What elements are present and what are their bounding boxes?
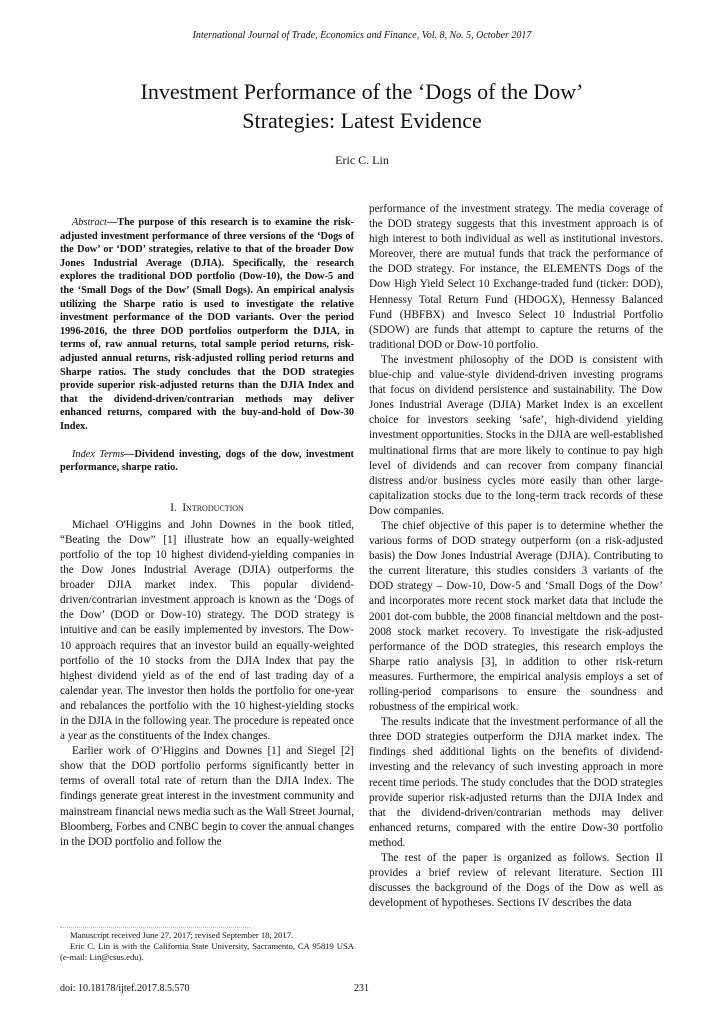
footnote-divider <box>60 927 250 928</box>
index-terms-text: —Dividend investing, dogs of the dow, investment performance, sharpe ratio. <box>60 448 354 474</box>
right-column <box>369 202 663 911</box>
paper-title <box>0 77 724 135</box>
body-paragraph: The investment philosophy of the DOD is consistent with blue-chip and value-style dividend-driven investing programs that focus on dividend persistence and sustainability. The Dow Jones Industrial Average (DJIA) Market Index is an excellent choice for investors seeking ‘safe’, high-dividend yielding investment opportunities. Stocks in the DJIA are well-established multinational firms that are more likely to continue to pay high level of dividends and can recover from company financial distress and/or business cycles more easily than other large-capitalization stocks due to the long-term track records of these Dow companies. <box>369 353 663 517</box>
journal-running-header: International Journal of Trade, Economics and Finance, Vol. 8, No. 5, October 2017 <box>192 30 532 41</box>
abstract-text: —The purpose of this research is to examine the risk-adjusted investment performance of three versions of the ‘Dogs of the Dow’ or ‘DOD’ strategies, relative to that of the broader Dow Jones Industrial Average (DJIA). Specifically, the research explores the traditional DOD portfolio (Dow-10), the Dow-5 and the ‘Small Dogs of the Dow’ (Small Dogs). An empirical analysis utilizing the Sharpe ratio is used to investigate the relative investment performance of the DOD variants. Over the period 1996-2016, the three DOD portfolios outperform the DJIA, in terms of, raw annual returns, total sample period returns, risk-adjusted annual returns, risk-adjusted rolling period returns and Sharpe ratios. The study concludes that the DOD strategies provide superior risk-adjusted returns than the DJIA Index and that the dividend-driven/contrarian methods may deliver enhanced returns, compared with the buy-and-hold of Dow-30 Index. <box>60 217 354 432</box>
body-paragraph: The rest of the paper is organized as follows. Section II provides a brief review of relevant literature. Section III discusses the background of the Dogs of the Dow as well as development of hypotheses. Sections IV describes the data <box>369 852 663 910</box>
paper-title-line-1: Investment Performance of the ‘Dogs of the Dow’ <box>140 79 584 104</box>
paper-title-line-2: Strategies: Latest Evidence <box>242 108 482 133</box>
author-name: Eric C. Lin <box>335 153 389 167</box>
abstract-label: Abstract <box>72 217 107 228</box>
left-column <box>60 216 354 850</box>
doi: doi: 10.18178/ijtef.2017.8.5.570 <box>60 983 190 994</box>
index-terms-label: Index Terms <box>72 448 125 460</box>
section-title: Introduction <box>182 501 244 514</box>
footnote-author-affiliation: Eric C. Lin is with the California State University, Sacramento, CA 95819 USA (e-mail: Lin@csus.edu). <box>60 941 354 963</box>
abstract <box>60 216 354 434</box>
page-number: 231 <box>354 983 369 994</box>
body-paragraph: The chief objective of this paper is to determine whether the various forms of DOD strategy outperform (on a risk-adjusted basis) the Dow Jones Industrial Average (DJIA). Contributing to the current literature, this studies considers 3 variants of the DOD strategy – Dow-10, Dow-5 and ‘Small Dogs of the Dow’ and incorporates more recent stock market data that include the 2001 dot-com bubble, the 2008 financial meltdown and the post-2008 stock market recovery. To investigate the risk-adjusted performance of the DOD strategies, this research employs the Sharpe ratio analysis [3], in addition to other risk-return measures. Furthermore, the empirical analysis employs a set of rolling-period comparisons to ensure the soundness and robustness of the empirical work. <box>369 519 663 714</box>
section-number: I. <box>170 501 177 514</box>
index-terms <box>60 448 354 475</box>
body-paragraph: performance of the investment strategy. The media coverage of the DOD strategy suggests that this investment approach is of high interest to both individual as well as institutional investors. Moreover, there are mutual funds that track the performance of the DOD strategy. For instance, the ELEMENTS Dogs of the Dow High Yield Select 10 Exchange-traded fund (ticker: DOD), Hennessy Total Return Fund (HDOGX), Hennessy Balanced Fund (HBFBX) and Invesco Select 10 Industrial Portfolio (SDOW) are funds that attempt to capture the returns of the traditional DOD or Dow-10 portfolio. <box>369 203 663 351</box>
section-heading-introduction <box>60 501 354 516</box>
footnote-manuscript-dates: Manuscript received June 27, 2017; revised September 18, 2017. <box>70 930 294 940</box>
body-paragraph: Michael O'Higgins and John Downes in the book titled, “Beating the Dow” [1] illustrate how an equally-weighted portfolio of the top 10 highest dividend-yielding companies in the Dow Jones Industrial Average (DJIA) outperforms the broader DJIA market index. This popular dividend-driven/contrarian investment approach is known as the ‘Dogs of the Dow’ (DOD or Dow-10) strategy. The DOD strategy is intuitive and can be easily implemented by investors. The Dow-10 approach requires that an investor build an equally-weighted portfolio of the 10 stocks from the DJIA Index that pay the highest dividend yield as of the end of last trading day of a calendar year. The investor then holds the portfolio for one-year and rebalances the portfolio with the 10 highest-yielding stocks in the DJIA in the following year. The procedure is repeated once a year as the constituents of the Index changes. <box>60 518 354 743</box>
footnotes <box>60 930 354 964</box>
body-paragraph: Earlier work of O’Higgins and Downes [1] and Siegel [2] show that the DOD portfolio performs significantly better in terms of overall total rate of return than the DJIA Index. The findings generate great interest in the investment community and mainstream financial news media such as the Wall Street Journal, Bloomberg, Forbes and CNBC begin to cover the annual changes in the DOD portfolio and follow the <box>60 745 354 848</box>
body-paragraph: The results indicate that the investment performance of all the three DOD strategies outperform the DJIA market index. The findings shed additional lights on the benefits of dividend-investing and the relevancy of such investing approach in more recent time periods. The study concludes that the DOD strategies provide superior risk-adjusted returns than the DJIA Index and that the dividend-driven/contrarian methods may deliver enhanced returns, compared with the entire Dow-30 portfolio method. <box>369 716 663 849</box>
